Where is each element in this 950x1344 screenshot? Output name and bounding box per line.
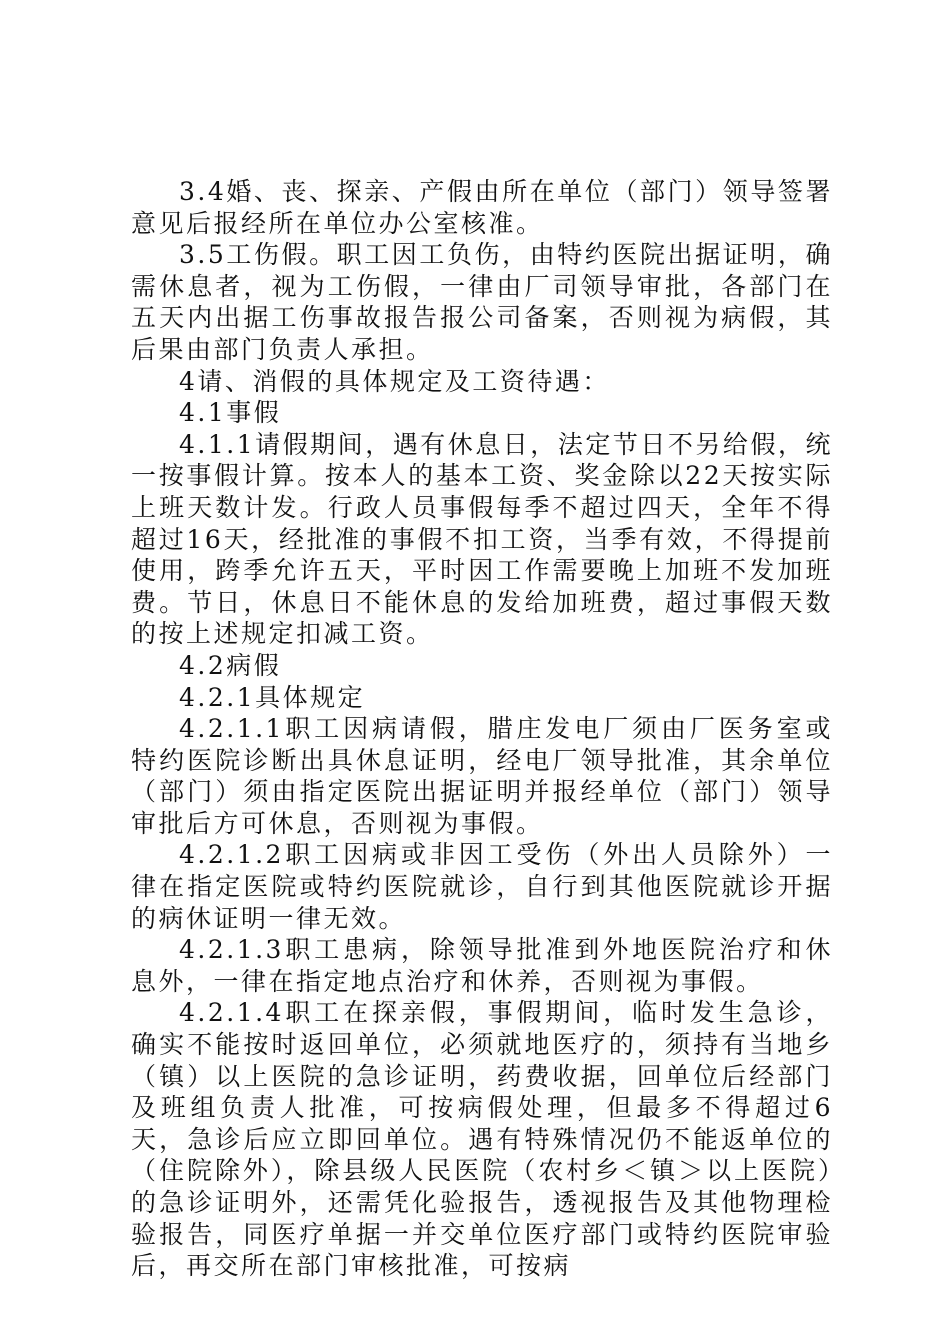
paragraph-4-2-1-3: 4.2.1.3职工患病，除领导批准到外地医院治疗和休息外，一律在指定地点治疗和休养，否则视为事假。 xyxy=(131,935,833,996)
paragraph-4-1-1: 4.1.1请假期间，遇有休息日，法定节日不另给假，统一按事假计算。按本人的基本工资、奖金除以22天按实际上班天数计发。行政人员事假每季不超过四天，全年不得超过16天，经批准的事假不扣工资，当季有效，不得提前使用，跨季允许五天，平时因工作需要晚上加班不发加班费。节日，休息日不能休息的发给加班费，超过事假天数的按上述规定扣减工资。 xyxy=(131,429,833,649)
section-heading-4-1: 4.1事假 xyxy=(179,398,282,428)
section-heading-4-2-1: 4.2.1具体规定 xyxy=(179,682,366,712)
paragraph-4-2-1-1: 4.2.1.1职工因病请假，腊庄发电厂须由厂医务室或特约医院诊断出具休息证明，经电厂领导批准，其余单位（部门）须由指定医院出据证明并报经单位（部门）领导审批后方可休息，否则视为事假。 xyxy=(131,714,833,838)
section-heading-4-2: 4.2病假 xyxy=(179,650,282,680)
document-body xyxy=(131,176,833,1282)
paragraph-4-2-1-2: 4.2.1.2职工因病或非因工受伤（外出人员除外）一律在指定医院或特约医院就诊，自行到其他医院就诊开据的病休证明一律无效。 xyxy=(131,840,833,933)
paragraph-3-5: 3.5工伤假。职工因工负伤，由特约医院出据证明，确需休息者，视为工伤假，一律由厂司领导审批，各部门在五天内出据工伤事故报告报公司备案，否则视为病假，其后果由部门负责人承担。 xyxy=(131,240,833,364)
section-heading-4: 4请、消假的具体规定及工资待遇： xyxy=(179,366,610,396)
paragraph-3-4: 3.4婚、丧、探亲、产假由所在单位（部门）领导签署意见后报经所在单位办公室核准。 xyxy=(131,177,833,238)
paragraph-4-2-1-4: 4.2.1.4职工在探亲假，事假期间，临时发生急诊，确实不能按时返回单位，必须就地医疗的，须持有当地乡（镇）以上医院的急诊证明，药费收据，回单位后经部门及班组负责人批准，可按病假处理，但最多不得超过6天，急诊后应立即回单位。遇有特殊情况仍不能返单位的（住院除外），除县级人民医院（农村乡＜镇＞以上医院）的急诊证明外，还需凭化验报告，透视报告及其他物理检验报告，同医疗单据一并交单位医疗部门或特约医院审验后，再交所在部门审核批准，可按病 xyxy=(131,998,833,1281)
